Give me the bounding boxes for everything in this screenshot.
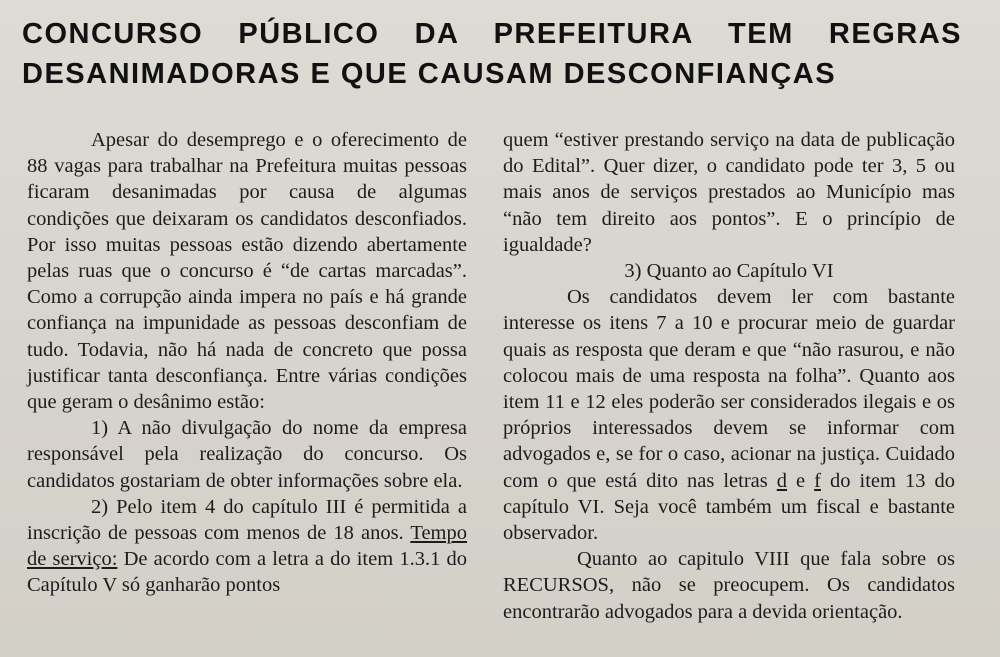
item-3-text-b: do item 13 do capítulo VI. Seja você também um fiscal e bastante observador. bbox=[503, 469, 955, 545]
right-column bbox=[503, 127, 955, 625]
intro-paragraph: Apesar do desemprego e o oferecimento de 88 vagas para trabalhar na Prefeitura muitas pessoas ficaram desanimadas por causa de algumas condições que deixaram os candidatos desconfiados. Por isso muitas pessoas estão dizendo abertamente pelas ruas que o concurso é “de cartas marcadas”. Como a corrupção ainda impera no país e há grande confiança na impunidade as pessoas desconfiam de tudo. Todavia, não há nada de concreto que possa justificar tanta desconfiança. Entre várias condições que geram o desânimo estão: bbox=[27, 129, 467, 414]
item-1-paragraph: 1) A não divulgação do nome da empresa responsável pela realização do concurso. Os candidatos gostariam de obter informações sobre ela. bbox=[27, 417, 467, 492]
item-2-text-b: De acordo com a letra a do item 1.3.1 do Capítulo V só ganharão pontos bbox=[27, 548, 467, 597]
article-headline bbox=[22, 14, 962, 94]
item-3-paragraph bbox=[503, 284, 955, 546]
letter-d: d bbox=[776, 469, 788, 492]
continuation-paragraph: quem “estiver prestando serviço na data de publicação do Edital”. Quer dizer, o candidato pode ter 3, 5 ou mais anos de serviços prestados ao Município mas “não tem direito aos pontos”. E o princípio de igualdade? bbox=[503, 129, 955, 256]
tempo-de-servico-label: Tempo de serviço: bbox=[27, 522, 467, 571]
item-3-text-mid: e bbox=[787, 469, 815, 492]
item-3-heading: 3) Quanto ao Capítulo VI bbox=[624, 260, 834, 283]
left-column bbox=[27, 127, 467, 599]
recursos-paragraph: Quanto ao capitulo VIII que fala sobre os RECURSOS, não se preocupem. Os candidatos encontrarão advogados para a devida orientação. bbox=[503, 548, 955, 623]
item-2-paragraph bbox=[27, 494, 467, 599]
item-3-text-a: Os candidatos devem ler com bastante interesse os itens 7 a 10 e procurar meio de guardar quais as resposta que deram e que “não rasurou, e não colocou mais de uma resposta na folha”. Quanto aos item 11 e 12 eles poderão ser considerados ilegais e os próprios interessados devem se informar com advogados e, se for o caso, acionar na justiça. Cuidado com o que está dito nas letras bbox=[503, 286, 955, 492]
letter-f: f bbox=[814, 469, 821, 492]
headline-line-2: DESANIMADORAS E QUE CAUSAM DESCONFIANÇAS bbox=[22, 58, 837, 90]
item-2-text-a: 2) Pelo item 4 do capítulo III é permitida a inscrição de pessoas com menos de 18 anos. bbox=[27, 495, 467, 545]
headline-line-1: CONCURSO PÚBLICO DA PREFEITURA TEM REGRAS bbox=[22, 18, 962, 50]
